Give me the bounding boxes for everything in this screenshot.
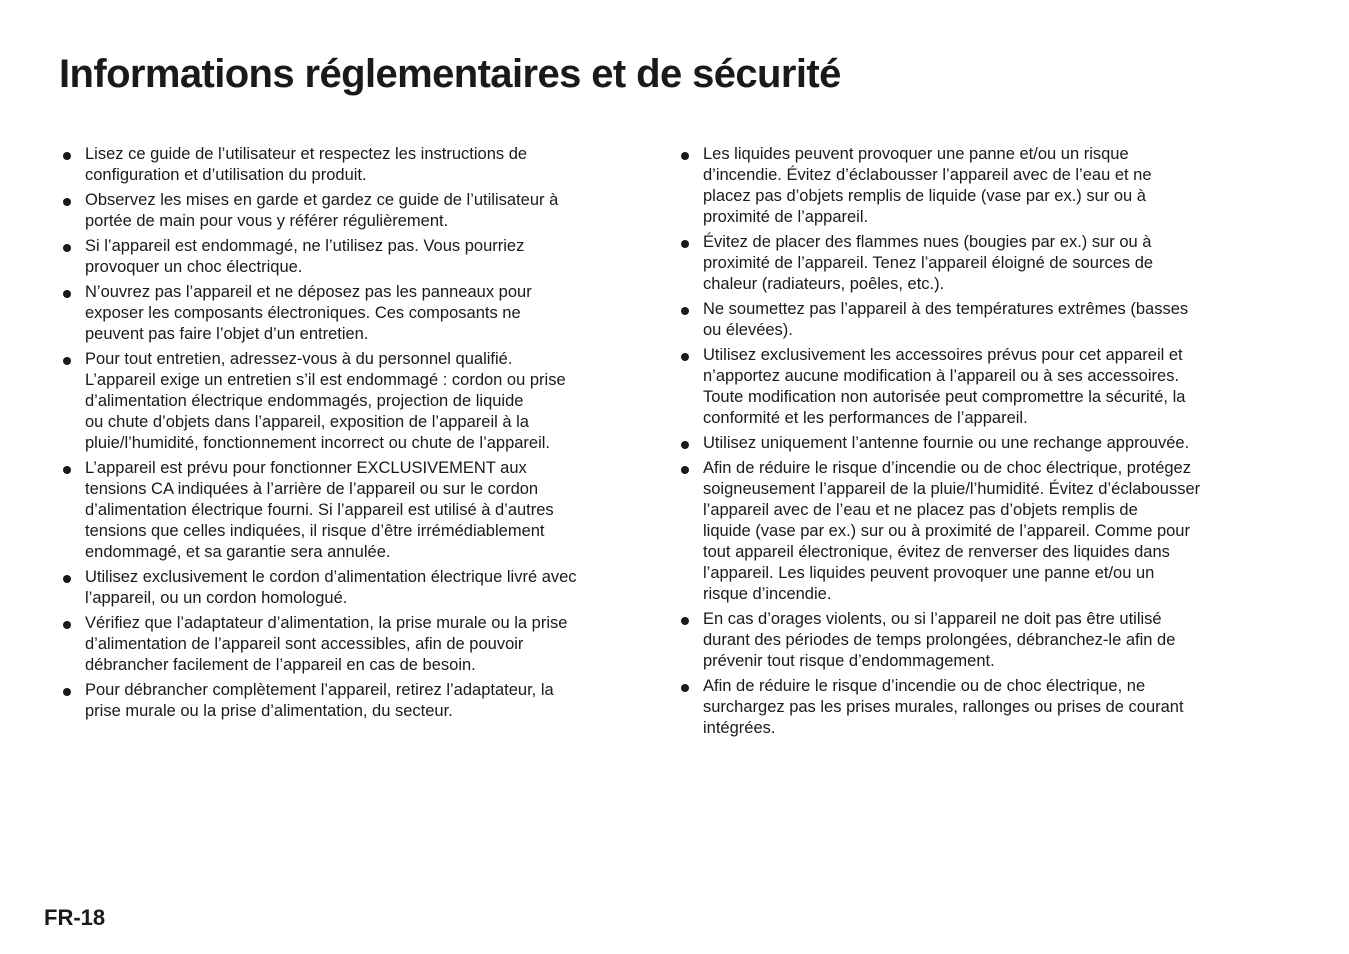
bullet-text-line: placez pas d’objets remplis de liquide (vase par ex.) sur ou à — [703, 187, 1146, 205]
right-bullet-item — [677, 433, 1249, 454]
left-bullet-item — [59, 680, 621, 722]
bullet-text-line: Pour débrancher complètement l’appareil, retirez l’adaptateur, la — [85, 681, 554, 699]
right-bullet-item — [677, 144, 1249, 228]
left-bullet-item — [59, 236, 621, 278]
bullet-text-line: l’appareil. Les liquides peuvent provoquer une panne et/ou un — [703, 564, 1155, 582]
bullet-dot-icon — [63, 152, 71, 160]
bullet-text-line: Lisez ce guide de l’utilisateur et respectez les instructions de — [85, 145, 528, 163]
page-number: FR-18 — [44, 905, 106, 930]
bullet-text-line: d’incendie. Évitez d’éclabousser l’appareil avec de l’eau et ne — [703, 166, 1152, 184]
bullet-text-line: Ne soumettez pas l’appareil à des températures extrêmes (basses — [703, 300, 1189, 318]
bullet-text-line: conformité et les performances de l’appareil. — [703, 409, 1028, 427]
bullet-text-line: tensions que celles indiquées, il risque d’être irrémédiablement — [85, 522, 545, 540]
right-bullet-item — [677, 232, 1249, 295]
bullet-text-line: N’ouvrez pas l’appareil et ne déposez pas les panneaux pour — [85, 283, 532, 301]
bullet-text-line: tensions CA indiquées à l’arrière de l’appareil ou sur le cordon — [85, 480, 539, 498]
bullet-text-line: d’alimentation de l’appareil sont accessibles, afin de pouvoir — [85, 635, 524, 653]
bullet-text-line: durant des périodes de temps prolongées, débranchez-le afin de — [703, 631, 1176, 649]
bullet-text-line: liquide (vase par ex.) sur ou à proximité de l’appareil. Comme pour — [703, 522, 1190, 540]
bullet-text-line: En cas d’orages violents, ou si l’appareil ne doit pas être utilisé — [703, 610, 1162, 628]
bullet-text-line: ou chute d’objets dans l’appareil, exposition de l’appareil à la — [85, 413, 529, 431]
bullet-text-line: Utilisez exclusivement les accessoires prévus pour cet appareil et — [703, 346, 1183, 364]
right-bullet-item — [677, 458, 1249, 605]
bullet-text-line: débrancher facilement de l’appareil en cas de besoin. — [85, 656, 476, 674]
bullet-dot-icon — [681, 466, 689, 474]
bullet-text-line: pluie/l’humidité, fonctionnement incorrect ou chute de l’appareil. — [85, 434, 551, 452]
bullet-text-line: l’appareil avec de l’eau et ne placez pas d’objets remplis de — [703, 501, 1138, 519]
bullet-text-line: risque d’incendie. — [703, 585, 832, 603]
bullet-text-line: Afin de réduire le risque d’incendie ou de choc électrique, protégez — [703, 459, 1191, 477]
bullet-dot-icon — [681, 353, 689, 361]
bullet-text-line: d’alimentation électrique endommagés, projection de liquide — [85, 392, 524, 410]
bullet-text-line: proximité de l’appareil. — [703, 208, 869, 226]
bullet-text-line: configuration et d’utilisation du produit. — [85, 166, 367, 184]
bullet-text-line: chaleur (radiateurs, poêles, etc.). — [703, 275, 945, 293]
right-bullet-item — [677, 299, 1249, 341]
bullet-text-line: tout appareil électronique, évitez de renverser des liquides dans — [703, 543, 1170, 561]
right-column-bullet-list — [677, 144, 1249, 743]
bullet-text-line: l’appareil, ou un cordon homologué. — [85, 589, 348, 607]
bullet-text-line: ou élevées). — [703, 321, 793, 339]
left-bullet-item — [59, 458, 621, 563]
left-bullet-item — [59, 613, 621, 676]
bullet-dot-icon — [681, 307, 689, 315]
left-bullet-item — [59, 282, 621, 345]
left-bullet-item — [59, 349, 621, 454]
bullet-text-line: proximité de l’appareil. Tenez l’appareil éloigné de sources de — [703, 254, 1154, 272]
bullet-dot-icon — [63, 466, 71, 474]
bullet-text-line: prévenir tout risque d’endommagement. — [703, 652, 995, 670]
bullet-dot-icon — [63, 290, 71, 298]
bullet-text-line: endommagé, et sa garantie sera annulée. — [85, 543, 391, 561]
right-bullet-item — [677, 676, 1249, 739]
page-title: Informations réglementaires et de sécurité — [59, 52, 841, 96]
bullet-dot-icon — [681, 152, 689, 160]
bullet-dot-icon — [63, 688, 71, 696]
bullet-dot-icon — [63, 244, 71, 252]
bullet-text-line: n’apportez aucune modification à l’appareil ou à ses accessoires. — [703, 367, 1180, 385]
bullet-text-line: Évitez de placer des flammes nues (bougies par ex.) sur ou à — [703, 233, 1152, 251]
bullet-dot-icon — [63, 621, 71, 629]
bullet-dot-icon — [63, 357, 71, 365]
bullet-text-line: Utilisez exclusivement le cordon d’alimentation électrique livré avec — [85, 568, 577, 586]
bullet-text-line: d’alimentation électrique fourni. Si l’appareil est utilisé à d’autres — [85, 501, 554, 519]
bullet-text-line: prise murale ou la prise d’alimentation, du secteur. — [85, 702, 453, 720]
left-bullet-item — [59, 144, 621, 186]
bullet-dot-icon — [681, 617, 689, 625]
bullet-text-line: soigneusement l’appareil de la pluie/l’humidité. Évitez d’éclabousser — [703, 480, 1201, 498]
bullet-text-line: L’appareil est prévu pour fonctionner EXCLUSIVEMENT aux — [85, 459, 527, 477]
bullet-text-line: exposer les composants électroniques. Ces composants ne — [85, 304, 521, 322]
bullet-text-line: Utilisez uniquement l’antenne fournie ou une rechange approuvée. — [703, 434, 1190, 452]
bullet-text-line: Afin de réduire le risque d’incendie ou de choc électrique, ne — [703, 677, 1146, 695]
bullet-text-line: Pour tout entretien, adressez-vous à du personnel qualifié. — [85, 350, 513, 368]
bullet-text-line: Si l’appareil est endommagé, ne l’utilisez pas. Vous pourriez — [85, 237, 525, 255]
right-bullet-item — [677, 345, 1249, 429]
bullet-dot-icon — [681, 684, 689, 692]
bullet-text-line: Toute modification non autorisée peut compromettre la sécurité, la — [703, 388, 1186, 406]
bullet-text-line: provoquer un choc électrique. — [85, 258, 303, 276]
left-column-bullet-list — [59, 144, 621, 726]
bullet-text-line: L’appareil exige un entretien s’il est endommagé : cordon ou prise — [85, 371, 566, 389]
bullet-text-line: surchargez pas les prises murales, rallonges ou prises de courant — [703, 698, 1184, 716]
bullet-dot-icon — [681, 441, 689, 449]
bullet-text-line: Les liquides peuvent provoquer une panne et/ou un risque — [703, 145, 1129, 163]
bullet-text-line: Vérifiez que l’adaptateur d’alimentation, la prise murale ou la prise — [85, 614, 568, 632]
right-bullet-item — [677, 609, 1249, 672]
bullet-text-line: peuvent pas faire l’objet d’un entretien. — [85, 325, 369, 343]
left-bullet-item — [59, 190, 621, 232]
left-bullet-item — [59, 567, 621, 609]
bullet-text-line: portée de main pour vous y référer régulièrement. — [85, 212, 449, 230]
bullet-dot-icon — [681, 240, 689, 248]
bullet-dot-icon — [63, 575, 71, 583]
bullet-text-line: Observez les mises en garde et gardez ce guide de l’utilisateur à — [85, 191, 559, 209]
bullet-dot-icon — [63, 198, 71, 206]
bullet-text-line: intégrées. — [703, 719, 776, 737]
